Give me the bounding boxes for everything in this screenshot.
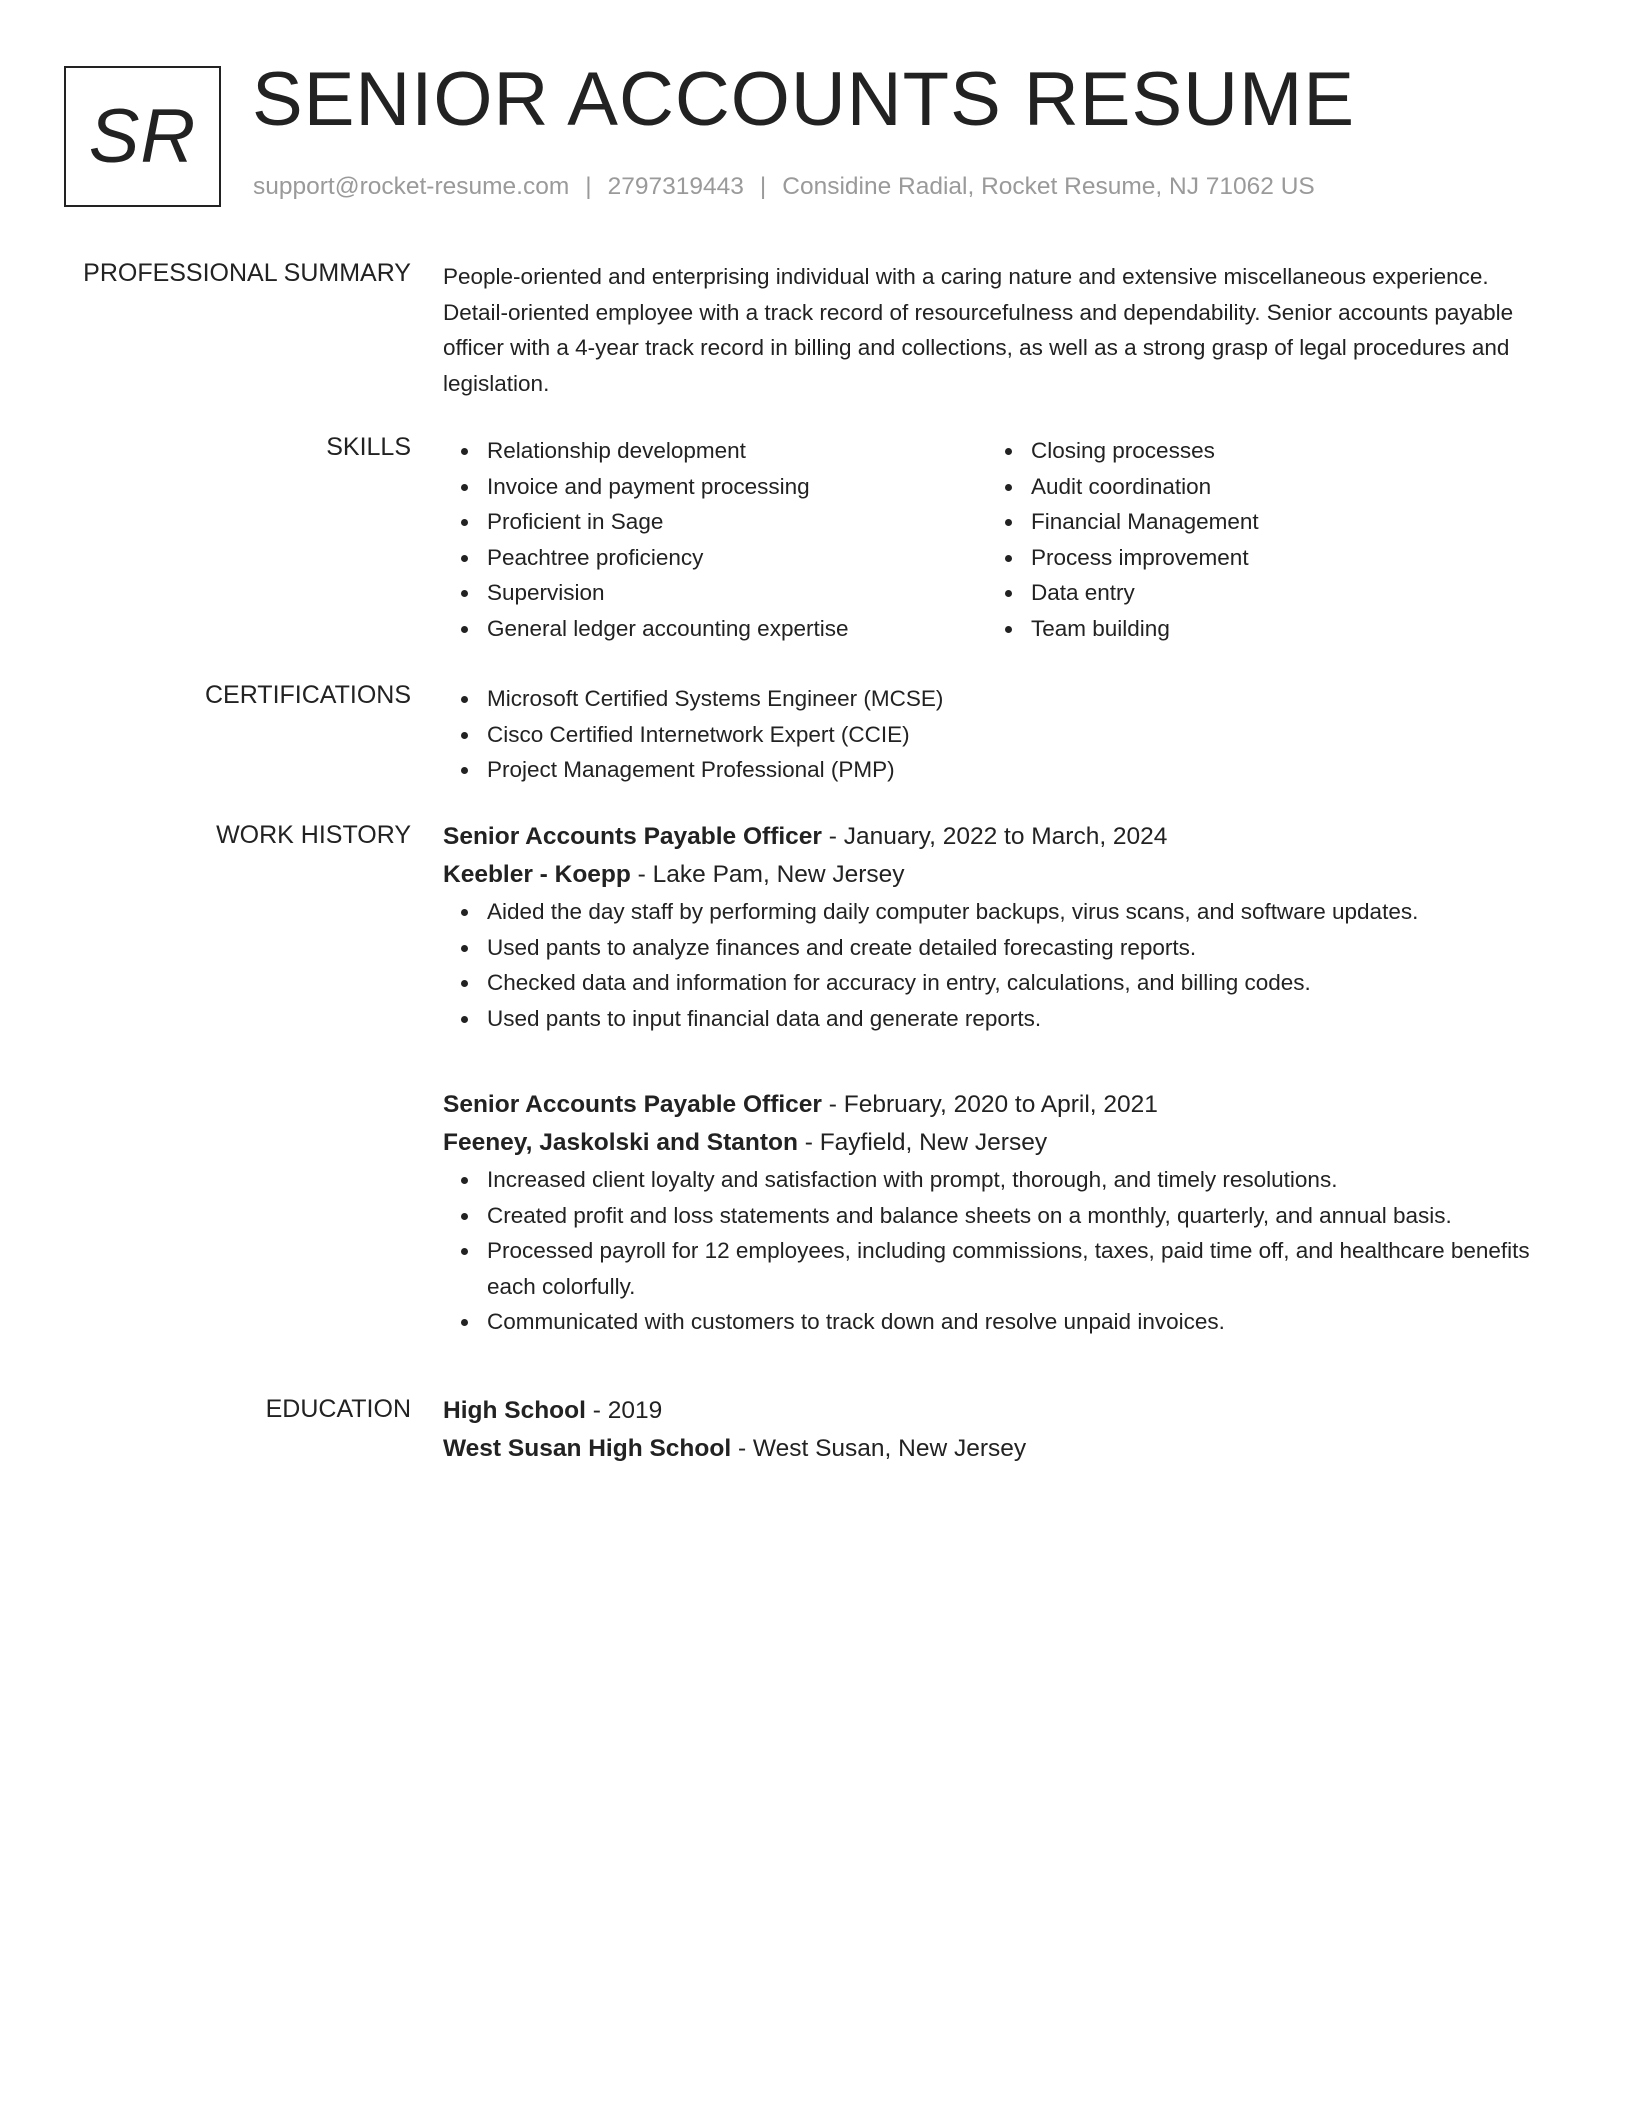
skill-item: Supervision (443, 575, 987, 611)
skill-item: Invoice and payment processing (443, 469, 987, 505)
job-bullet: Used pants to input financial data and generate reports. (443, 1001, 1553, 1037)
contact-line (253, 173, 1315, 201)
job-entry (443, 818, 1553, 1036)
job-bullets (443, 894, 1553, 1036)
job-entry (443, 1086, 1553, 1340)
skill-item: Financial Management (987, 504, 1531, 540)
monogram-box (64, 66, 221, 207)
skill-item: Proficient in Sage (443, 504, 987, 540)
monogram-initials: SR (88, 94, 197, 179)
education-school-line (443, 1430, 1553, 1468)
certification-item: Project Management Professional (PMP) (443, 752, 1553, 788)
job-title-line (443, 818, 1553, 856)
job-company-line (443, 1124, 1553, 1162)
skills-list-right (987, 433, 1531, 647)
job-company: Keebler - Koepp (443, 861, 631, 888)
contact-separator: | (759, 173, 767, 200)
job-bullet: Communicated with customers to track down and resolve unpaid invoices. (443, 1304, 1553, 1340)
certifications-heading: CERTIFICATIONS (204, 681, 411, 709)
work-history-heading: WORK HISTORY (216, 821, 411, 849)
certification-item: Cisco Certified Internetwork Expert (CCIE) (443, 717, 1553, 753)
job-bullet: Created profit and loss statements and balance sheets on a monthly, quarterly, and annual basis. (443, 1198, 1553, 1234)
summary-text: People-oriented and enterprising individual with a caring nature and extensive miscellaneous experience. Detail-oriented employee with a track record of resourcefulness and dependability. Senior accounts payable officer with a 4-year track record in billing and collections, as well as a strong grasp of legal procedures and legislation. (443, 264, 1514, 396)
job-location: - Lake Pam, New Jersey (630, 861, 905, 888)
education-entry (443, 1392, 1553, 1468)
certifications-list (443, 681, 1553, 788)
skill-item: Team building (987, 611, 1531, 647)
education-degree-line (443, 1392, 1553, 1430)
education-year: - 2019 (585, 1397, 663, 1424)
certifications-body (443, 681, 1553, 788)
skill-item: Closing processes (987, 433, 1531, 469)
job-dates: - January, 2022 to March, 2024 (821, 823, 1168, 850)
job-company: Feeney, Jaskolski and Stanton (443, 1129, 798, 1156)
skill-item: Relationship development (443, 433, 987, 469)
job-bullets (443, 1162, 1553, 1340)
job-title: Senior Accounts Payable Officer (443, 1091, 822, 1118)
job-bullet: Processed payroll for 12 employees, including commissions, taxes, paid time off, and healthcare benefits each colorfully. (443, 1233, 1553, 1304)
skill-item: Peachtree proficiency (443, 540, 987, 576)
job-bullet: Checked data and information for accuracy in entry, calculations, and billing codes. (443, 965, 1553, 1001)
skill-item: Data entry (987, 575, 1531, 611)
job-company-line (443, 856, 1553, 894)
skills-columns (443, 433, 1553, 647)
education-heading: EDUCATION (265, 1395, 411, 1423)
skills-heading: SKILLS (326, 433, 411, 461)
job-title: Senior Accounts Payable Officer (443, 823, 822, 850)
contact-address: Considine Radial, Rocket Resume, NJ 71062 US (782, 173, 1315, 200)
skill-item: General ledger accounting expertise (443, 611, 987, 647)
job-location: - Fayfield, New Jersey (797, 1129, 1048, 1156)
job-dates: - February, 2020 to April, 2021 (821, 1091, 1158, 1118)
summary-heading: PROFESSIONAL SUMMARY (83, 259, 411, 287)
education-degree: High School (443, 1397, 586, 1424)
education-location: - West Susan, New Jersey (731, 1435, 1027, 1462)
job-bullet: Used pants to analyze finances and create detailed forecasting reports. (443, 930, 1553, 966)
education-school: West Susan High School (443, 1435, 732, 1462)
skill-item: Audit coordination (987, 469, 1531, 505)
contact-phone: 2797319443 (607, 173, 744, 200)
job-bullet: Increased client loyalty and satisfaction with prompt, thorough, and timely resolutions. (443, 1162, 1553, 1198)
skill-item: Process improvement (987, 540, 1531, 576)
job-bullet: Aided the day staff by performing daily computer backups, virus scans, and software updates. (443, 894, 1553, 930)
resume-title: SENIOR ACCOUNTS RESUME (252, 57, 1356, 142)
job-title-line (443, 1086, 1553, 1124)
skills-list-left (443, 433, 987, 647)
certification-item: Microsoft Certified Systems Engineer (MCSE) (443, 681, 1553, 717)
contact-separator: | (585, 173, 592, 200)
contact-email: support@rocket-resume.com (253, 173, 570, 200)
